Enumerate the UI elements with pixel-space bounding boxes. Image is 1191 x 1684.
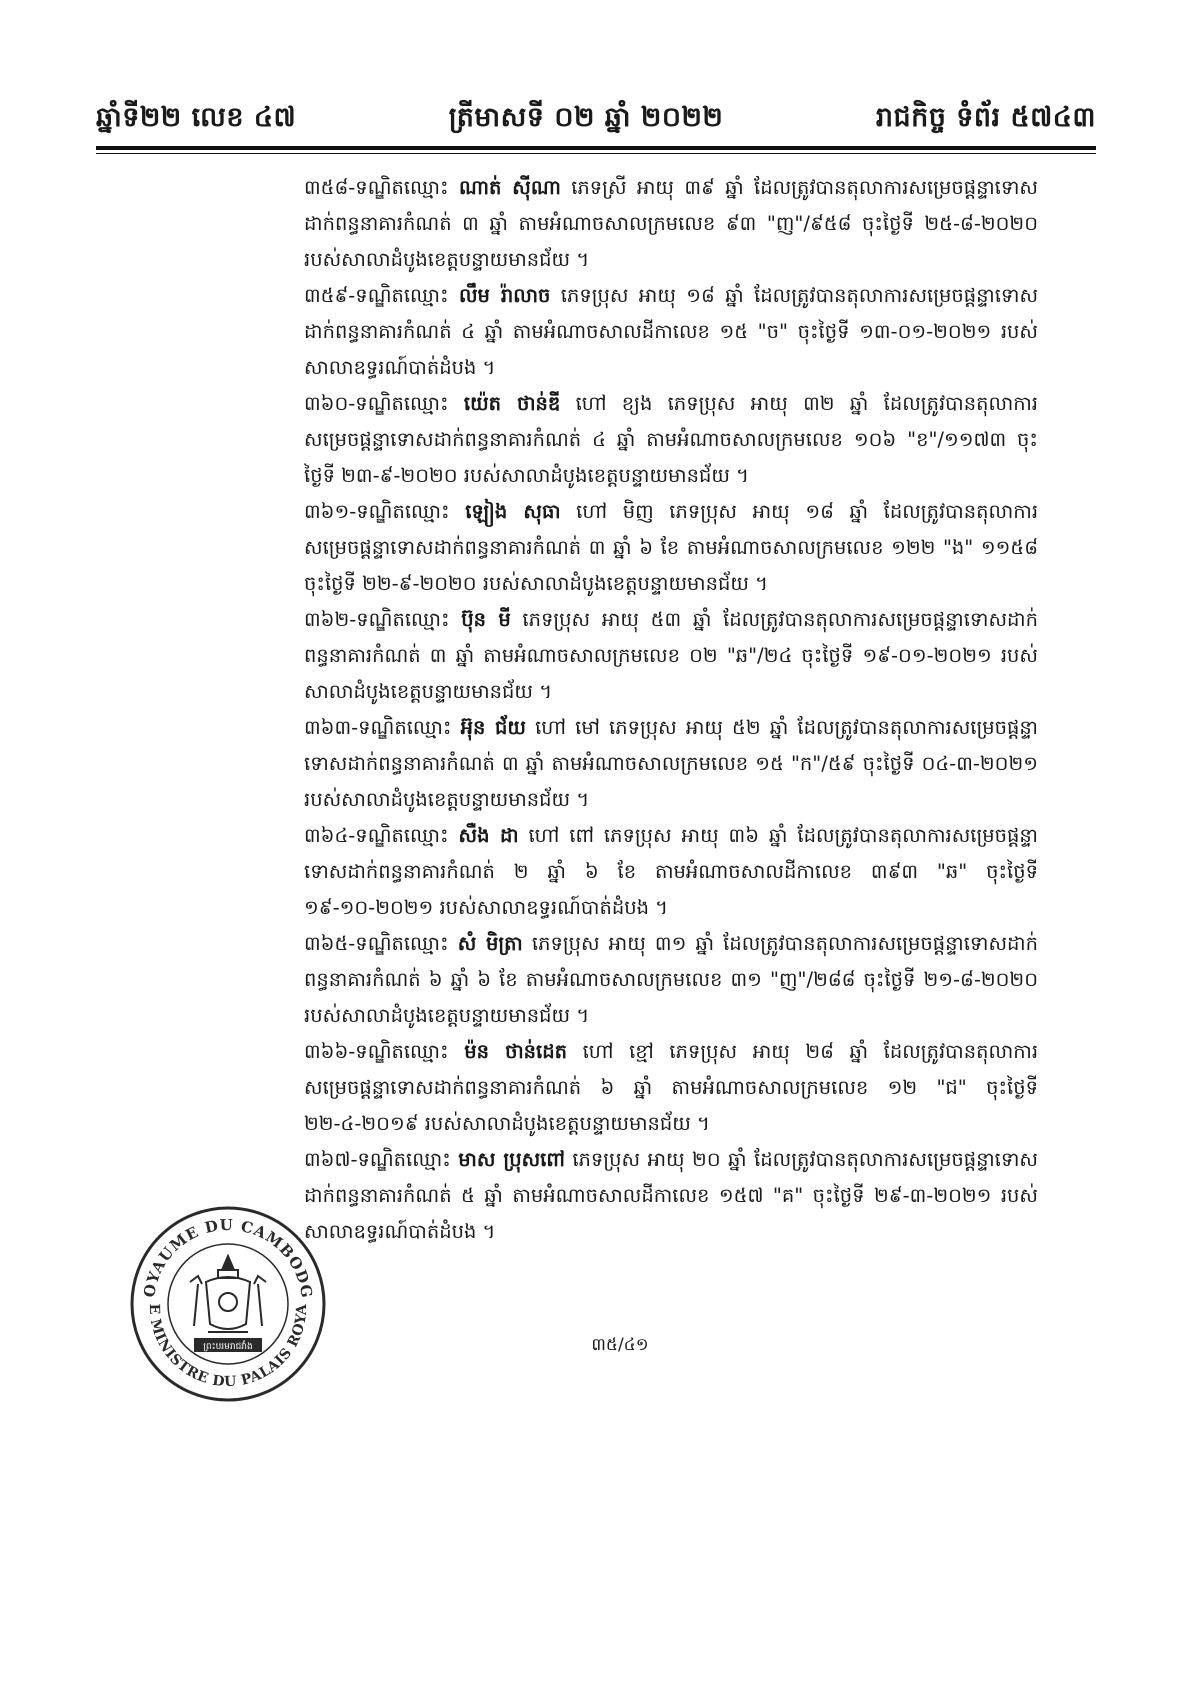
entry-365 <box>238 926 1038 1034</box>
royal-palace-seal <box>128 1204 328 1404</box>
entry-number: ៣៦៤-ទណ្ឌិតឈ្មោះ <box>304 824 449 847</box>
entry-text: ភេទប្រុស អាយុ ២០ ឆ្នាំ ដែលត្រូវបានតុលាការសម្រេចផ្តន្ទាទោសដាក់ពន្ធនាគារកំណត់ ៥ ឆ្នាំ តាមអំណាចសាលដីកាលេខ ១៥៧ "គ" ចុះថ្ងៃទី ២៩-៣-២០២១ របស់សាលាឧទ្ធរណ៍បាត់ដំបង ។ <box>304 1148 1038 1243</box>
convict-name: ឡៀង សុធា <box>465 500 561 523</box>
entry-text: ភេទប្រុស អាយុ ១៨ ឆ្នាំ ដែលត្រូវបានតុលាការសម្រេចផ្តន្ទាទោសដាក់ពន្ធនាគារកំណត់ ៤ ឆ្នាំ តាមអំណាចសាលដីកាលេខ ១៥ "ច" ចុះថ្ងៃទី ១៣-០១-២០២១ របស់សាលាឧទ្ធរណ៍បាត់ដំបង ។ <box>304 284 1039 379</box>
entry-number: ៣៦៥-ទណ្ឌិតឈ្មោះ <box>304 932 449 955</box>
convict-name: លឹម រ៉ាលាច <box>458 284 551 307</box>
convict-name: មាស ប្រុសពៅ <box>458 1148 565 1171</box>
entry-number: ៣៦៦-ទណ្ឌិតឈ្មោះ <box>304 1040 449 1063</box>
convict-name: ណាត់ ស៊ីណា <box>458 176 561 199</box>
entry-361 <box>238 494 1038 602</box>
page-number: ៣៥/៤១ <box>591 1335 649 1355</box>
page-header <box>96 96 1096 140</box>
entry-362 <box>238 602 1038 710</box>
header-page-ref: រាជកិច្ច ទំព័រ ៥៧៤៣ <box>875 102 1096 133</box>
seal-top-text: OYAUME DU CAMBODG <box>140 1215 316 1300</box>
entry-text: ហៅ មិញ ភេទប្រុស អាយុ ១៨ ឆ្នាំ ដែលត្រូវបានតុលាការសម្រេចផ្តន្ទាទោសដាក់ពន្ធនាគារកំណត់ ៣ ឆ្នាំ ៦ ខែ តាមអំណាចសាលក្រមលេខ ១២២ "ង" ១១៥៨ ចុះថ្ងៃទី ២២-៩-២០២០ របស់សាលាដំបូងខេត្តបន្ទាយមានជ័យ ។ <box>304 500 1039 595</box>
entry-text: ហៅ ខ្យង ភេទប្រុស អាយុ ៣២ ឆ្នាំ ដែលត្រូវបានតុលាការសម្រេចផ្តន្ទាទោសដាក់ពន្ធនាគារកំណត់ ៤ ឆ្នាំ តាមអំណាចសាលក្រមលេខ ១០៦ "ខ"/១១៧៣ ចុះថ្ងៃទី ២៣-៩-២០២០ របស់សាលាដំបូងខេត្តបន្ទាយមានជ័យ ។ <box>304 392 1038 487</box>
header-divider <box>96 146 1096 150</box>
header-issue: ឆ្នាំទី២២ លេខ ៤៧ <box>96 102 297 133</box>
entry-text: ភេទប្រុស អាយុ ៥៣ ឆ្នាំ ដែលត្រូវបានតុលាការសម្រេចផ្តន្ទាទោសដាក់ពន្ធនាគារកំណត់ ៣ ឆ្នាំ តាមអំណាចសាលក្រមលេខ ០២ "ឆ"/២៤ ចុះថ្ងៃទី ១៩-០១-២០២១ របស់សាលាដំបូងខេត្តបន្ទាយមានជ័យ ។ <box>304 608 1038 703</box>
entry-363 <box>238 710 1038 818</box>
convict-name: យ៉េត ថាន់ឌី <box>463 392 561 415</box>
entry-text: ភេទស្រី អាយុ ៣៩ ឆ្នាំ ដែលត្រូវបានតុលាការសម្រេចផ្តន្ទាទោសដាក់ពន្ធនាគារកំណត់ ៣ ឆ្នាំ តាមអំណាចសាលក្រមលេខ ៩៣ "ញ"/៩៥៨ ចុះថ្ងៃទី ២៥-៨-២០២០ របស់សាលាដំបូងខេត្តបន្ទាយមានជ័យ ។ <box>304 176 1038 271</box>
entry-number: ៣៦៣-ទណ្ឌិតឈ្មោះ <box>304 716 452 739</box>
document-body <box>238 170 1038 1250</box>
convict-name: ប៊ុន មី <box>461 608 511 631</box>
convict-name: សំ មិត្រា <box>457 932 523 955</box>
entry-number: ៣៥៩-ទណ្ឌិតឈ្មោះ <box>304 284 449 307</box>
entry-364 <box>238 818 1038 926</box>
entry-367 <box>238 1142 1038 1250</box>
seal-bottom-text: E MINISTRE DU PALAIS ROYA <box>145 1303 311 1391</box>
entry-number: ៣៥៨-ទណ្ឌិតឈ្មោះ <box>304 176 449 199</box>
entry-number: ៣៦៧-ទណ្ឌិតឈ្មោះ <box>304 1148 451 1171</box>
entry-358 <box>238 170 1038 278</box>
entry-360 <box>238 386 1038 494</box>
header-divider-thin <box>96 153 1096 154</box>
convict-name: ម៉ន ថាន់ដេត <box>464 1040 568 1063</box>
convict-name: អ៊ុន ជ័យ <box>460 716 526 739</box>
royal-crest-icon <box>190 1256 266 1332</box>
entry-number: ៣៦០-ទណ្ឌិតឈ្មោះ <box>304 392 449 415</box>
entry-text: ហៅ ខ្មៅ ភេទប្រុស អាយុ ២៨ ឆ្នាំ ដែលត្រូវបានតុលាការសម្រេចផ្តន្ទាទោសដាក់ពន្ធនាគារកំណត់ ៦ ឆ្នាំ តាមអំណាចសាលក្រមលេខ ១២ "ជ" ចុះថ្ងៃទី ២២-៤-២០១៩ របស់សាលាដំបូងខេត្តបន្ទាយមានជ័យ ។ <box>304 1040 1039 1135</box>
entry-text: ភេទប្រុស អាយុ ៣១ ឆ្នាំ ដែលត្រូវបានតុលាការសម្រេចផ្តន្ទាទោសដាក់ពន្ធនាគារកំណត់ ៦ ឆ្នាំ ៦ ខែ តាមអំណាចសាលក្រមលេខ ៣១ "ញ"/២៨៨ ចុះថ្ងៃទី ២១-៨-២០២០ របស់សាលាដំបូងខេត្តបន្ទាយមានជ័យ ។ <box>304 932 1038 1027</box>
entry-number: ៣៦១-ទណ្ឌិតឈ្មោះ <box>304 500 450 523</box>
entry-text: ហៅ មៅ ភេទប្រុស អាយុ ៥២ ឆ្នាំ ដែលត្រូវបានតុលាការសម្រេចផ្តន្ទាទោសដាក់ពន្ធនាគារកំណត់ ៣ ឆ្នាំ តាមអំណាចសាលក្រមលេខ ១៥ "ក"/៥៩ ចុះថ្ងៃទី ០៤-៣-២០២១ របស់សាលាដំបូងខេត្តបន្ទាយមានជ័យ ។ <box>304 716 1038 811</box>
entry-366 <box>238 1034 1038 1142</box>
entry-text: ហៅ ពៅ ភេទប្រុស អាយុ ៣៦ ឆ្នាំ ដែលត្រូវបានតុលាការសម្រេចផ្តន្ទាទោសដាក់ពន្ធនាគារកំណត់ ២ ឆ្នាំ ៦ ខែ តាមអំណាចសាលដីកាលេខ ៣៩៣ "ឆ" ចុះថ្ងៃទី ១៩-១០-២០២១ របស់សាលាឧទ្ធរណ៍បាត់ដំបង ។ <box>304 824 1038 919</box>
entry-number: ៣៦២-ទណ្ឌិតឈ្មោះ <box>304 608 450 631</box>
convict-name: សឺង ដា <box>458 824 519 847</box>
header-quarter: ត្រីមាសទី ០២ ឆ្នាំ ២០២២ <box>448 102 724 133</box>
seal-inner-label: ព្រះបរមរាជវាំង <box>203 1342 253 1352</box>
entry-359 <box>238 278 1038 386</box>
